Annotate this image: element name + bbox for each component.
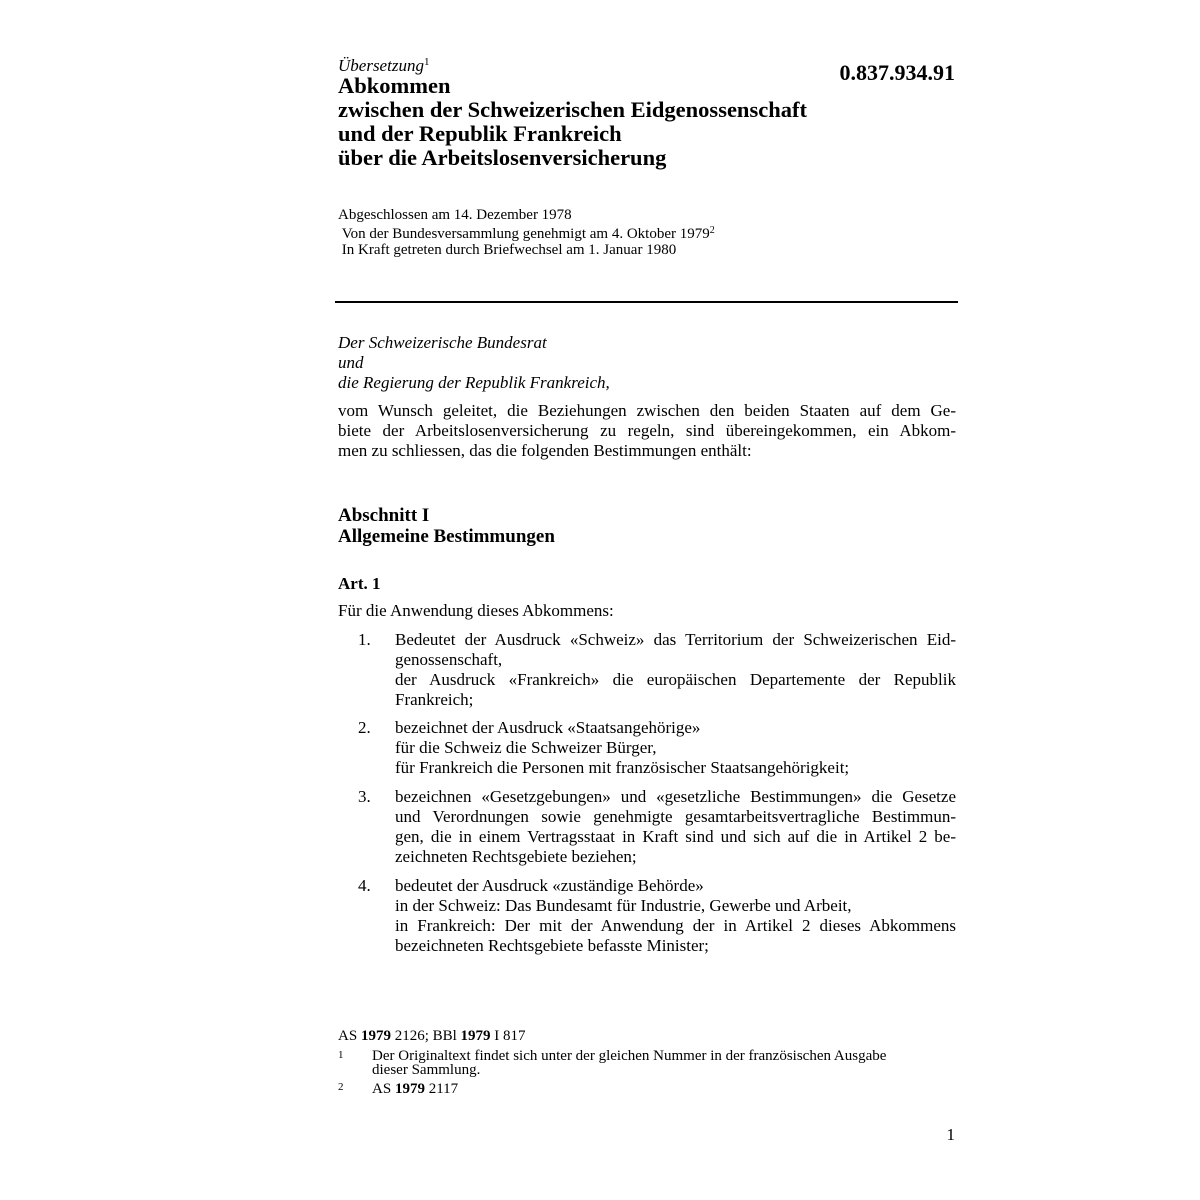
title-line: über die Arbeitslosenversicherung	[338, 145, 667, 170]
preamble-parties	[338, 333, 610, 393]
list-item-line: Frankreich;	[395, 690, 474, 709]
document-title	[338, 74, 898, 170]
list-item-line: für die Schweiz die Schweizer Bürger,	[395, 738, 657, 757]
section-heading	[338, 505, 555, 547]
preamble-line: biete der Arbeitslosenversicherung zu regeln, sind übereingekommen, ein Abkom-	[338, 421, 956, 440]
page-number: 1	[946, 1125, 955, 1144]
source-as-year: 1979	[360, 1028, 391, 1044]
in-force-date	[338, 242, 715, 258]
sr-number: 0.837.934.91	[839, 60, 955, 85]
preamble-text	[338, 401, 956, 461]
list-item-line: bezeichnet der Ausdruck «Staatsangehörige»	[395, 718, 701, 737]
list-item-number: 4.	[358, 876, 371, 895]
approval-date	[338, 223, 715, 242]
footnote-2	[372, 1082, 932, 1096]
approval-date-text: Von der Bundesversammlung genehmigt am 4. Oktober 1979	[341, 226, 710, 242]
list-item-line: für Frankreich die Personen mit französischer Staatsangehörigkeit;	[395, 758, 850, 777]
list-item-line: genossenschaft,	[395, 650, 503, 669]
title-line: Abkommen	[338, 73, 451, 98]
list-item	[395, 630, 956, 710]
translation-label-text: Übersetzung	[338, 56, 424, 75]
list-item-line: und Verordnungen sowie genehmigte gesamtarbeitsvertragliche Bestimmun-	[395, 807, 956, 826]
list-item-number: 3.	[358, 787, 371, 806]
list-item	[395, 787, 956, 867]
list-item-line: Bedeutet der Ausdruck «Schweiz» das Territorium der Schweizerischen Eid-	[395, 630, 956, 649]
party-line: die Regierung der Republik Frankreich,	[338, 373, 610, 392]
section-title: Allgemeine Bestimmungen	[338, 526, 555, 547]
list-item-line: bedeutet der Ausdruck «zuständige Behörde»	[395, 876, 704, 895]
list-item-number: 1.	[358, 630, 371, 649]
header-divider	[335, 301, 958, 303]
list-item	[395, 876, 956, 956]
preamble-line: vom Wunsch geleitet, die Beziehungen zwischen den beiden Staaten auf dem Ge-	[338, 401, 956, 420]
preamble-line: men zu schliessen, das die folgenden Bestimmungen enthält:	[338, 441, 752, 460]
party-line: und	[338, 353, 364, 372]
footnote-ref-1[interactable]: 1	[423, 56, 430, 68]
list-item-number: 2.	[358, 718, 371, 737]
footnote-2-page: 2117	[424, 1081, 459, 1097]
footnote-2-year: 1979	[394, 1081, 425, 1097]
footnote-ref-2[interactable]: 2	[709, 225, 715, 236]
footnote-source	[338, 1028, 526, 1045]
list-item-line: gen, die in einem Vertragsstaat in Kraft sind und sich auf die in Artikel 2 be-	[395, 827, 956, 846]
source-as-prefix: AS	[338, 1028, 361, 1044]
footnote-line: dieser Sammlung.	[372, 1062, 481, 1078]
concluded-date: Abgeschlossen am 14. Dezember 1978	[338, 207, 572, 223]
source-as-page: 2126; BBl	[390, 1028, 461, 1044]
list-item-line: in Frankreich: Der mit der Anwendung der in Artikel 2 dieses Abkommens	[395, 916, 956, 935]
footnote-mark-2: 2	[338, 1081, 344, 1093]
footnote-1	[372, 1049, 932, 1077]
in-force-date-text: In Kraft getreten durch Briefwechsel am 1. Januar 1980	[341, 242, 677, 258]
list-item-line: der Ausdruck «Frankreich» die europäischen Departemente der Republik	[395, 670, 956, 689]
source-bbl-year: 1979	[460, 1028, 491, 1044]
list-item-line: zeichneten Rechtsgebiete beziehen;	[395, 847, 637, 866]
title-line: zwischen der Schweizerischen Eidgenossenschaft	[338, 97, 807, 122]
list-item-line: bezeichneten Rechtsgebiete befasste Minister;	[395, 936, 709, 955]
footnote-mark-1: 1	[338, 1049, 344, 1061]
article-heading: Art. 1	[338, 574, 381, 593]
list-item-line: bezeichnen «Gesetzgebungen» und «gesetzliche Bestimmungen» die Gesetze	[395, 787, 956, 806]
list-item-line: in der Schweiz: Das Bundesamt für Industrie, Gewerbe und Arbeit,	[395, 896, 852, 915]
section-number: Abschnitt I	[338, 505, 430, 526]
article-intro: Für die Anwendung dieses Abkommens:	[338, 601, 614, 620]
list-item	[395, 718, 956, 778]
enactment-dates	[338, 207, 715, 258]
footnote-2-prefix: AS	[372, 1081, 395, 1097]
source-bbl-page: I 817	[490, 1028, 526, 1044]
party-line: Der Schweizerische Bundesrat	[338, 333, 547, 352]
title-line: und der Republik Frankreich	[338, 121, 622, 146]
footnote-line: Der Originaltext findet sich unter der gleichen Nummer in der französischen Ausgabe	[372, 1048, 887, 1064]
